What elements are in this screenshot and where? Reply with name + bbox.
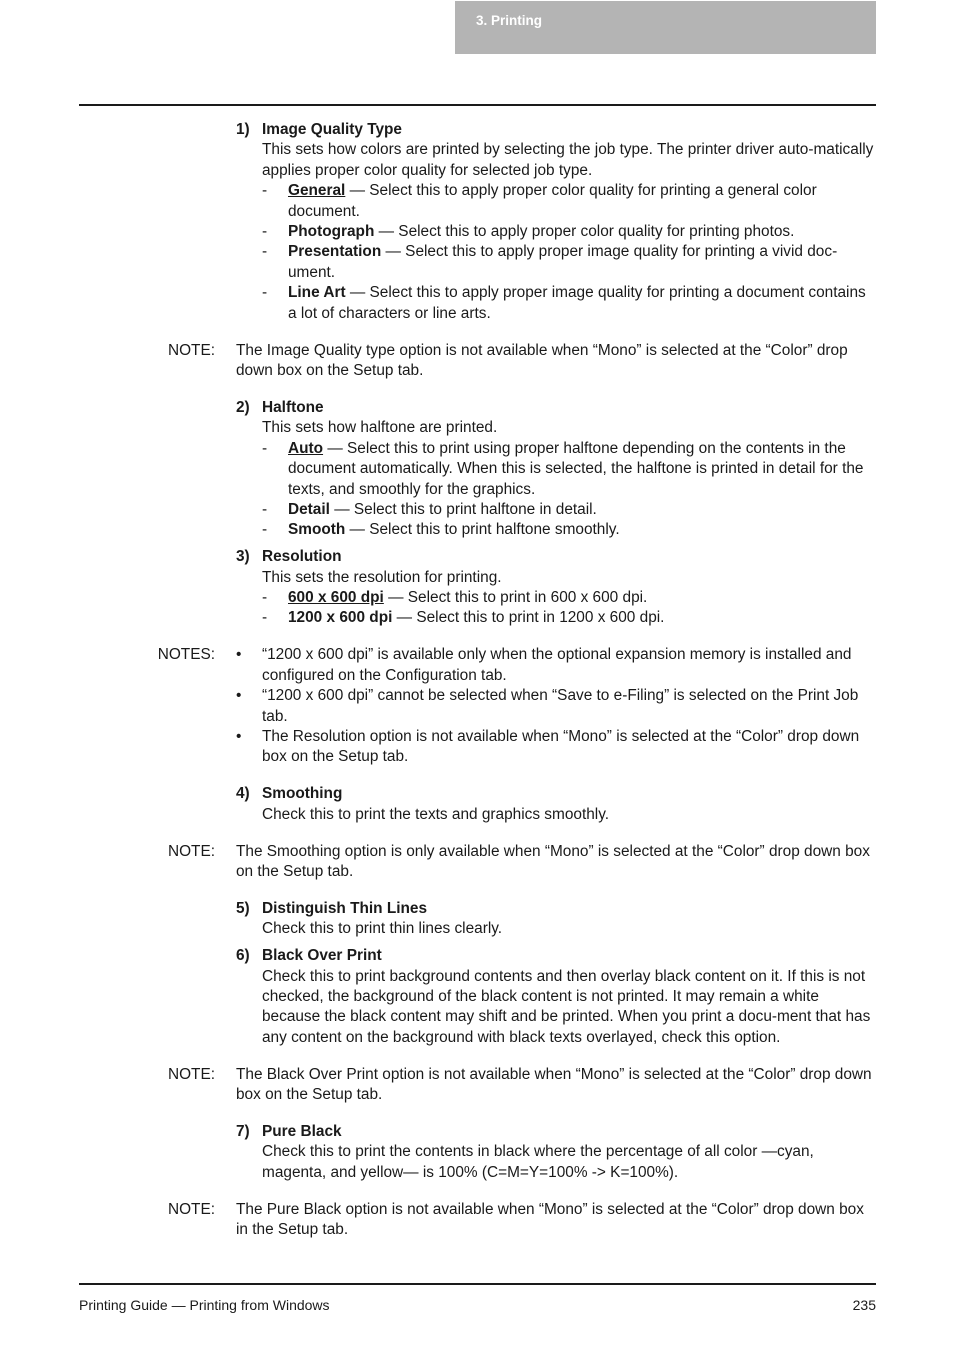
- section-black-over-print: [236, 946, 876, 1048]
- dash-marker: -: [262, 609, 268, 627]
- note-pure-black: [167, 1200, 876, 1241]
- section-description: This sets the resolution for printing.: [262, 568, 502, 586]
- note-label: NOTES:: [157, 646, 215, 664]
- section-number: 2): [236, 398, 250, 416]
- note-bullet-text: The Resolution option is not available when “Mono” is selected at the “Color” drop down box on the Setup tab.: [262, 727, 860, 766]
- dash-marker: -: [262, 284, 268, 302]
- option-item: [262, 283, 876, 324]
- option-text: — Select this to print in 1200 x 600 dpi.: [392, 609, 665, 627]
- note-bullet: [236, 686, 876, 727]
- option-text: — Select this to print using proper halftone depending on the contents in the document automatically. When this is selected, the halftone is printed in detail for the texts, and smoothly for the graphics.: [288, 439, 864, 498]
- note-bullet-text: “1200 x 600 dpi” cannot be selected when “Save to e-Filing” is selected on the Print Job tab.: [262, 687, 859, 725]
- section-description: Check this to print the contents in black where the percentage of all color —cyan, magenta, and yellow— is 100% (C=M=Y=100% -> K=100%).: [262, 1143, 814, 1181]
- bullet-marker: •: [236, 646, 242, 664]
- option-text: — Select this to print in 600 x 600 dpi.: [383, 589, 648, 607]
- footer-rule: [79, 1283, 876, 1285]
- option-list: [262, 439, 876, 541]
- header-rule: [79, 104, 876, 106]
- section-body: [262, 568, 876, 629]
- option-item: [262, 439, 876, 500]
- section-halftone: [236, 398, 876, 541]
- section-title: Black Over Print: [262, 947, 382, 965]
- option-name: 1200 x 600 dpi: [288, 609, 393, 627]
- section-heading: [236, 120, 876, 140]
- section-body: [262, 418, 876, 540]
- chapter-tab: [455, 1, 876, 54]
- option-item: [262, 500, 876, 520]
- section-number: 4): [236, 785, 250, 803]
- note-bullet-list: [236, 645, 876, 767]
- section-body: [262, 1142, 876, 1183]
- option-name-default: Auto: [288, 439, 324, 457]
- section-heading: [236, 398, 876, 418]
- option-item: [262, 608, 876, 628]
- option-text: — Select this to apply proper image quality for printing a document contains a lot of characters or line arts.: [288, 284, 866, 322]
- note-label: NOTE:: [167, 842, 215, 860]
- section-number: 1): [236, 121, 250, 138]
- section-heading: [236, 547, 876, 567]
- bullet-marker: •: [236, 687, 242, 705]
- section-number: 3): [236, 548, 250, 566]
- option-item: [262, 588, 876, 608]
- note-text: The Smoothing option is only available when “Mono” is selected at the “Color” drop down box on the Setup tab.: [236, 842, 870, 880]
- section-number: 6): [236, 947, 250, 965]
- note-bullet-text: “1200 x 600 dpi” is available only when the optional expansion memory is installed and configured on the Configuration tab.: [262, 646, 852, 684]
- section-title: Image Quality Type: [262, 121, 402, 138]
- note-label: NOTE:: [167, 1065, 215, 1083]
- dash-marker: -: [262, 223, 268, 241]
- note-image-quality: [167, 341, 876, 382]
- note-bullet: [236, 727, 876, 768]
- option-item: [262, 181, 876, 222]
- chapter-title: 3. Printing: [476, 13, 543, 28]
- note-bullet: [236, 645, 876, 686]
- option-name: Photograph: [288, 223, 375, 241]
- section-title: Smoothing: [262, 785, 343, 803]
- dash-marker: -: [262, 521, 268, 539]
- section-heading: [236, 784, 876, 804]
- page-number: 235: [852, 1297, 876, 1313]
- section-distinguish-thin-lines: [236, 899, 876, 940]
- dash-marker: -: [262, 589, 268, 607]
- section-resolution: [236, 547, 876, 629]
- note-label: NOTE:: [167, 1200, 215, 1218]
- section-pure-black: [236, 1122, 876, 1183]
- option-name: Smooth: [288, 521, 346, 539]
- section-body: [262, 140, 876, 324]
- option-name-default: General: [288, 182, 346, 200]
- section-description: Check this to print the texts and graphics smoothly.: [262, 805, 610, 823]
- option-text: — Select this to print halftone in detail.: [329, 500, 597, 518]
- option-name-default: 600 x 600 dpi: [288, 589, 384, 607]
- section-heading: [236, 946, 876, 966]
- note-smoothing: [167, 842, 876, 883]
- section-number: 7): [236, 1123, 250, 1141]
- page-content: [0, 120, 954, 1241]
- section-image-quality-type: [236, 120, 876, 324]
- section-body: [262, 919, 876, 939]
- option-item: [262, 242, 876, 283]
- option-text: — Select this to apply proper image quality for printing a vivid doc-ument.: [288, 243, 838, 281]
- section-description: This sets how colors are printed by selecting the job type. The printer driver auto-matically applies proper color quality for selected job type.: [262, 141, 874, 179]
- option-name: Detail: [288, 500, 330, 518]
- option-list: [262, 181, 876, 324]
- section-title: Pure Black: [262, 1123, 342, 1141]
- option-item: [262, 520, 876, 540]
- section-description: Check this to print thin lines clearly.: [262, 920, 503, 938]
- note-text: The Image Quality type option is not available when “Mono” is selected at the “Color” drop down box on the Setup tab.: [236, 341, 848, 379]
- section-title: Distinguish Thin Lines: [262, 899, 428, 917]
- note-text: The Black Over Print option is not available when “Mono” is selected at the “Color” drop down box on the Setup tab.: [236, 1065, 872, 1104]
- option-name: Line Art: [288, 284, 346, 302]
- option-text: — Select this to print halftone smoothly.: [345, 521, 620, 539]
- option-text: — Select this to apply proper color quality for printing photos.: [374, 223, 795, 241]
- section-body: [262, 805, 876, 825]
- section-body: [262, 967, 876, 1049]
- option-text: — Select this to apply proper color quality for printing a general color document.: [288, 182, 817, 220]
- section-title: Halftone: [262, 398, 324, 416]
- section-heading: [236, 899, 876, 919]
- section-title: Resolution: [262, 548, 342, 566]
- dash-marker: -: [262, 500, 268, 518]
- footer-title: Printing Guide — Printing from Windows: [79, 1297, 330, 1313]
- section-smoothing: [236, 784, 876, 825]
- section-heading: [236, 1122, 876, 1142]
- dash-marker: -: [262, 182, 268, 200]
- bullet-marker: •: [236, 727, 242, 745]
- section-description: This sets how halftone are printed.: [262, 419, 498, 437]
- section-number: 5): [236, 899, 250, 917]
- dash-marker: -: [262, 243, 268, 261]
- note-label: NOTE:: [167, 341, 215, 359]
- dash-marker: -: [262, 439, 268, 457]
- notes-resolution: [157, 645, 876, 767]
- option-list: [262, 588, 876, 629]
- note-text: The Pure Black option is not available when “Mono” is selected at the “Color” drop down box in the Setup tab.: [236, 1200, 864, 1239]
- note-black-over-print: [167, 1065, 876, 1106]
- section-description: Check this to print background contents and then overlay black content on it. If this is not checked, the background of the black content is not printed. It may remain a white because the black content may shift and be printed. When you print a docu-ment that has any content on the background with black texts overlayed, check this option.: [262, 967, 871, 1046]
- option-item: [262, 222, 876, 242]
- option-name: Presentation: [288, 243, 382, 261]
